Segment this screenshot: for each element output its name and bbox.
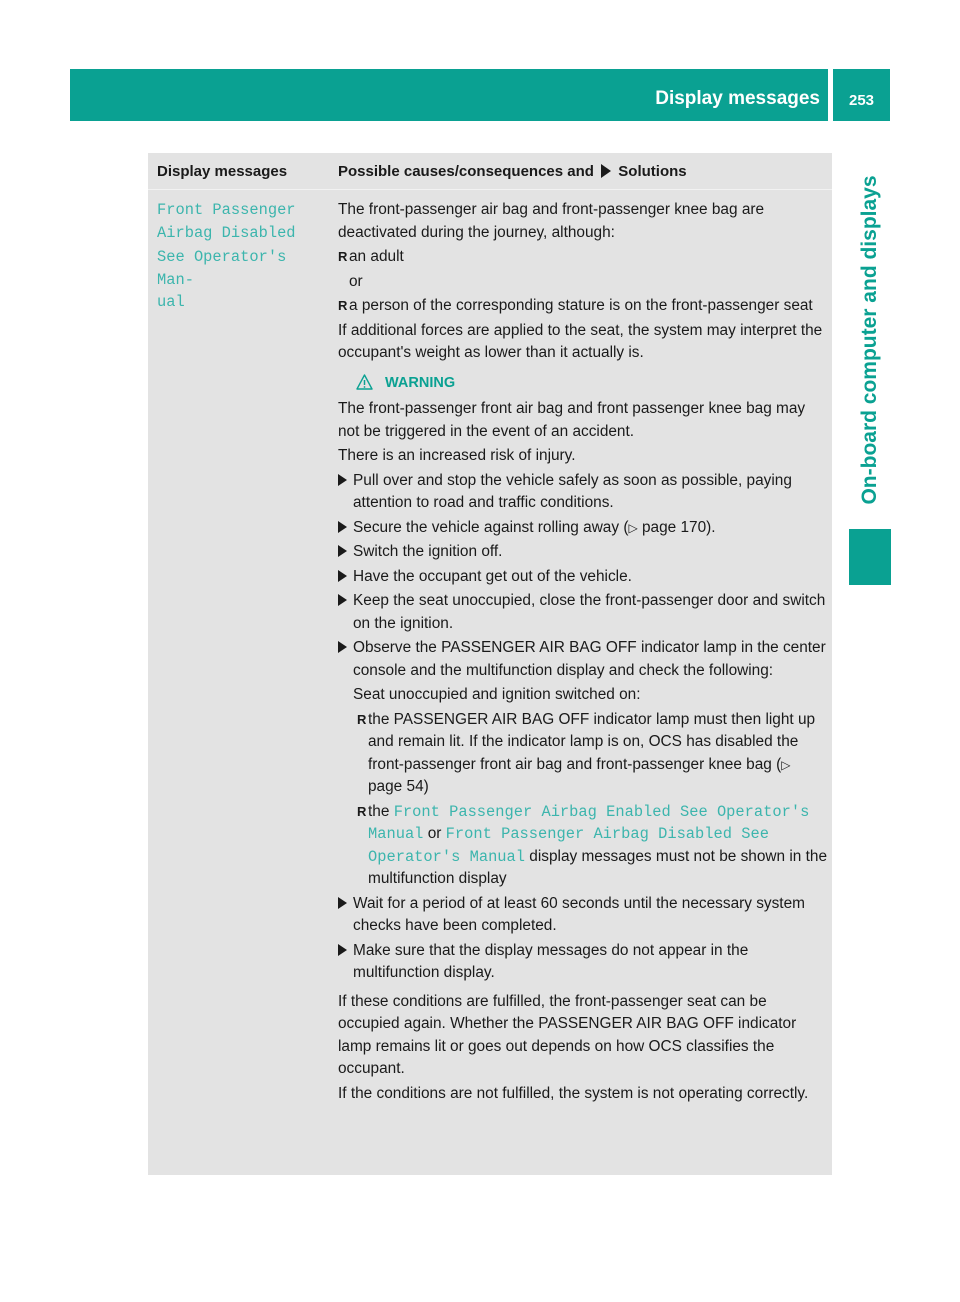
- bullet-marker: R: [357, 803, 367, 819]
- list-item: R a person of the corresponding stature is on the front-passenger seat: [338, 295, 828, 318]
- display-messages-table: [148, 153, 832, 1175]
- step-arrow-icon: [338, 470, 353, 515]
- warning-text: The front-passenger front air bag and front passenger knee bag may not be triggered in the event of an accident.: [338, 400, 806, 440]
- side-chapter-label: On-board computer and displays: [858, 175, 881, 505]
- message-text-line: ual: [157, 293, 185, 311]
- side-chapter-tab: [849, 170, 891, 510]
- arrow-right-icon: [601, 164, 611, 178]
- list-item: Switch the ignition off.: [338, 541, 828, 564]
- list-item: Secure the vehicle against rolling away (▷ page 170).: [338, 517, 828, 540]
- step-arrow-icon: [338, 566, 353, 589]
- bullet-marker: R: [338, 298, 348, 313]
- step-arrow-icon: [338, 893, 353, 938]
- page-ref-icon: ▷: [628, 520, 638, 535]
- display-message-ref: Front Passenger Airbag Disabled See Operator's Manual: [368, 825, 769, 866]
- list-item: R the PASSENGER AIR BAG OFF indicator lamp must then light up and remain lit. If the indicator lamp is on, OCS has disabled the front-passenger front air bag and front-passenger knee bag (▷ page 54): [357, 709, 828, 799]
- step-arrow-icon: [338, 940, 353, 985]
- table-header-row: [148, 153, 832, 190]
- sub-list: [338, 684, 828, 891]
- page-section-title: Display messages: [655, 88, 820, 109]
- col-header-causes-solutions: Possible causes/consequences and Solutions: [338, 163, 687, 180]
- list-item: Have the occupant get out of the vehicle.: [338, 566, 828, 589]
- warning-triangle-icon: [356, 374, 373, 390]
- step-arrow-icon: [338, 637, 353, 682]
- list-item: R the Front Passenger Airbag Enabled See Operator's Manual or Front Passenger Airbag Disabled See Operator's Manual display messages must not be shown in the multifunction display: [357, 801, 828, 891]
- list-item: R an adult: [338, 246, 828, 269]
- bullet-marker: R: [357, 711, 367, 727]
- warning-text: There is an increased risk of injury.: [338, 447, 576, 464]
- message-text-line: See Operator's Man‑: [157, 248, 287, 289]
- list-item: Keep the seat unoccupied, close the front-passenger door and switch on the ignition.: [338, 590, 828, 635]
- solutions-cell: [319, 190, 832, 1175]
- intro-text: The front-passenger air bag and front-passenger knee bag are deactivated during the journey, although:: [338, 201, 765, 241]
- message-text-line: Front Passenger: [157, 201, 296, 219]
- col-header-display-messages: Display messages: [157, 163, 288, 180]
- paragraph: If these conditions are fulfilled, the front-passenger seat can be occupied again. Whether the PASSENGER AIR BAG OFF indicator lamp remains lit or goes out depends on how OCS classifies the occupant.: [338, 992, 797, 1077]
- step-arrow-icon: [338, 590, 353, 635]
- sub-heading: Seat unoccupied and ignition switched on:: [353, 686, 641, 703]
- side-chapter-marker: [849, 529, 891, 585]
- paragraph: If the conditions are not fulfilled, the system is not operating correctly.: [338, 1084, 809, 1102]
- page-ref-icon: ▷: [781, 757, 791, 772]
- step-arrow-icon: [338, 541, 353, 564]
- display-message-ref: Front Passenger Airbag Enabled See Operator's Manual: [368, 802, 810, 843]
- bullet-marker: R: [338, 249, 348, 264]
- message-cell: [148, 190, 319, 1175]
- list-item: Wait for a period of at least 60 seconds until the necessary system checks have been completed.: [338, 893, 828, 938]
- list-item: Make sure that the display messages do not appear in the multifunction display.: [338, 940, 828, 985]
- paragraph: If additional forces are applied to the seat, the system may interpret the occupant's weight as lower than it actually is.: [338, 321, 823, 361]
- or-text: or: [349, 272, 363, 290]
- page-number: 253: [848, 92, 875, 109]
- list-item: Pull over and stop the vehicle safely as soon as possible, paying attention to road and traffic conditions.: [338, 470, 828, 515]
- table-row: [148, 190, 832, 1175]
- warning-heading: WARNING: [356, 372, 828, 395]
- step-arrow-icon: [338, 517, 353, 540]
- message-text-line: Airbag Disabled: [157, 223, 296, 242]
- list-item: Observe the PASSENGER AIR BAG OFF indicator lamp in the center console and the multifunction display and check the following:: [338, 637, 828, 682]
